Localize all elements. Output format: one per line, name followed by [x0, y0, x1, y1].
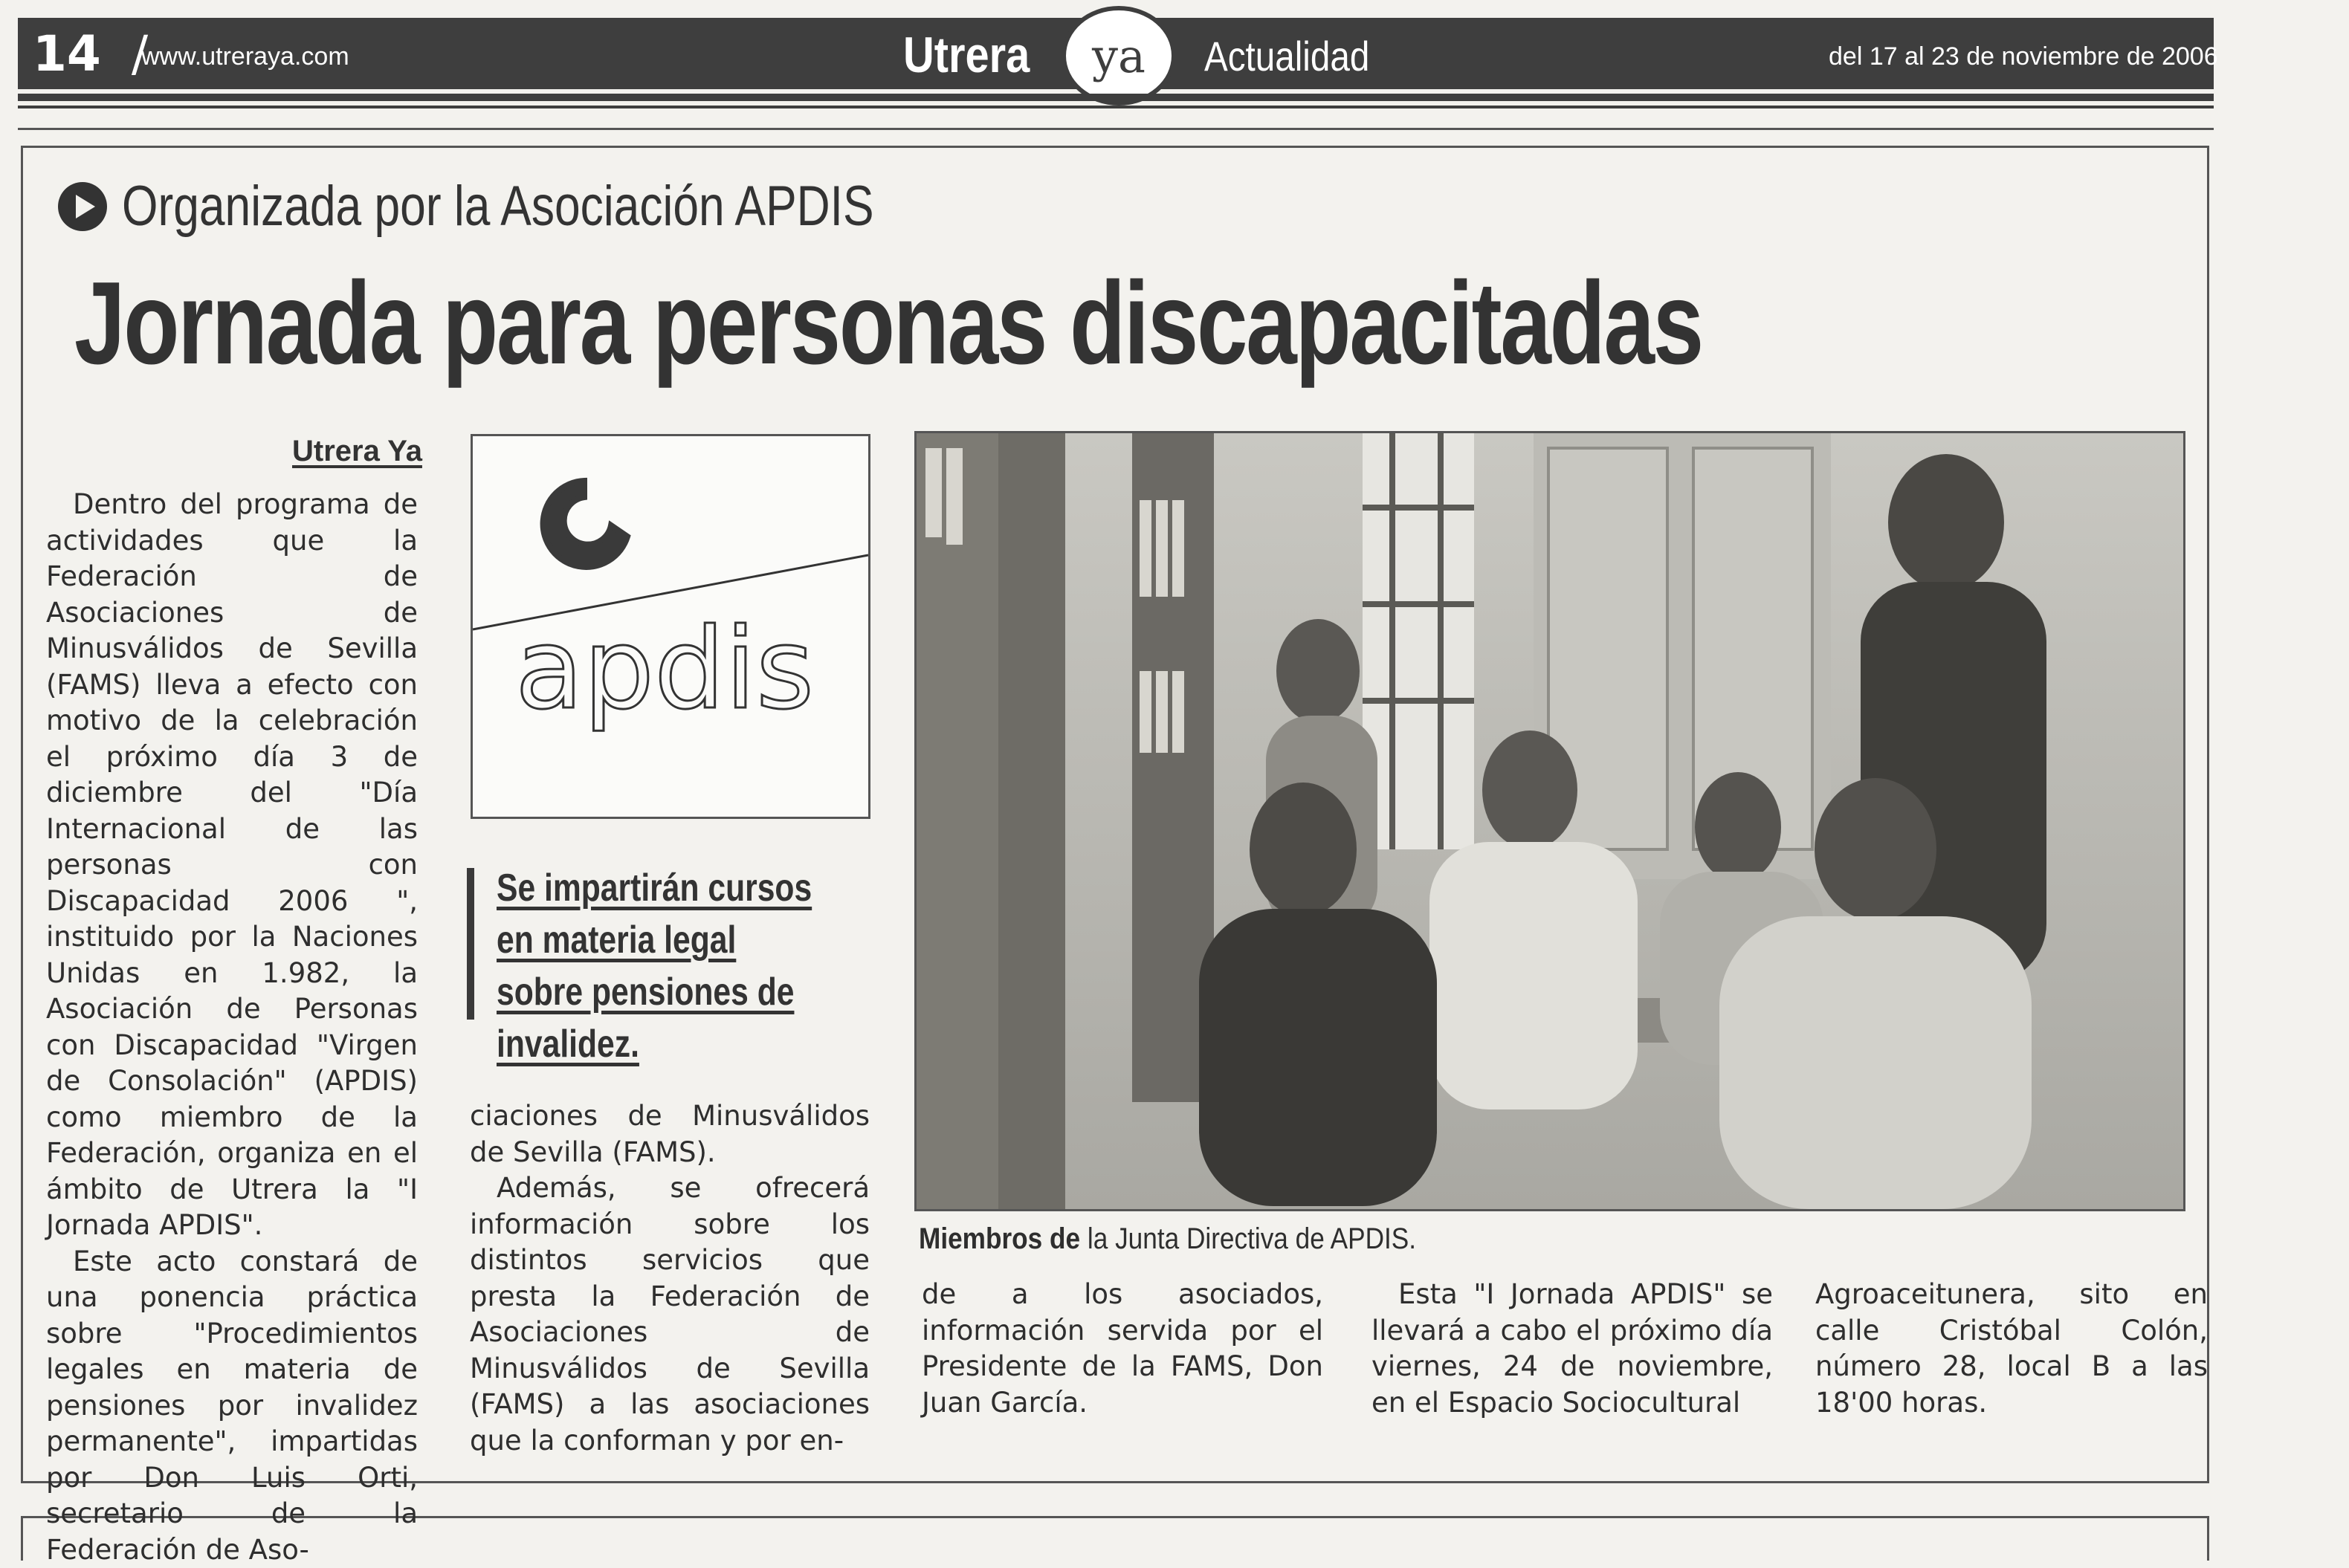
page-number [33, 21, 148, 88]
header-rule-separator [18, 128, 2214, 130]
paragraph: Agroaceitunera, sito en calle Cristóbal Colón, número 28, local B a las 18'00 horas. [1815, 1277, 2208, 1421]
paragraph: Esta "I Jornada APDIS" se llevará a cabo el próximo día viernes, 24 de noviembre, en el Espacio Sociocultural [1371, 1277, 1773, 1421]
paragraph: Dentro del programa de actividades que la Federación de Asociaciones de Minusválidos de Sevilla (FAMS) lleva a efecto con motivo de la celebración el próximo día 3 de diciembre del "Día Internacional de las personas con Discapacidad 2006 ", instituido por la Naciones Unidas en 1.982, la Asociación de Personas con Discapacidad "Virgen de Consolación" (APDIS) como miembro de la Federación, organiza en el ámbito de Utrera la "I Jornada APDIS". [46, 487, 418, 1244]
photo-caption [919, 1220, 1416, 1257]
photo-caption-text: la Junta Directiva de APDIS. [1088, 1222, 1416, 1255]
apdis-logo-box [471, 434, 870, 819]
body-column-1 [46, 487, 418, 1568]
body-column-4 [1371, 1277, 1773, 1421]
paragraph: Este acto constará de una ponencia práctica sobre "Procedimientos legales en materia de pensiones por invalidez permanente", impartidas por Don Luis Orti, secretario de la Federación de Aso- [46, 1244, 418, 1568]
paragraph: ciaciones de Minusválidos de Sevilla (FAMS). [470, 1098, 870, 1170]
body-column-5 [1815, 1277, 2208, 1421]
article-headline: Jornada para personas discapacitadas [74, 256, 1702, 390]
header-rule [18, 94, 2214, 101]
paper-name: Utrera [903, 19, 1030, 91]
apdis-logo-icon [473, 436, 868, 817]
pull-quote-bar [467, 868, 474, 1020]
paper-logo-text: ya [1092, 29, 1146, 83]
article-byline: Utrera Ya [292, 435, 422, 468]
website-link[interactable]: www.utreraya.com [141, 21, 349, 92]
apdis-logo-text: apdis [515, 605, 814, 734]
play-bullet-icon [58, 182, 107, 231]
page-separator: / [132, 25, 148, 82]
group-photo [914, 431, 2185, 1211]
article-kicker: Organizada por la Asociación APDIS [122, 169, 874, 244]
pull-quote: Se impartirán cursos en materia legal sobre pensiones de invalidez. [497, 862, 826, 1070]
header-rule-thin [18, 106, 2214, 108]
body-column-3 [922, 1277, 1323, 1421]
photo-caption-bold: Miembros de [919, 1222, 1080, 1255]
body-column-2 [470, 1098, 870, 1459]
group-photo-image [917, 433, 2183, 1209]
page-number-value: 14 [33, 25, 101, 82]
paragraph: Además, se ofrecerá información sobre los distintos servicios que presta la Federación de Asociaciones de Minusválidos de Sevilla (FAMS) a las asociaciones que la conforman y por en- [470, 1170, 870, 1459]
issue-date: del 17 al 23 de noviembre de 2006 [1829, 21, 2218, 92]
section-name: Actualidad [1204, 21, 1369, 92]
paper-logo [1062, 6, 1176, 106]
paragraph: de a los asociados, información servida por el Presidente de la FAMS, Don Juan García. [922, 1277, 1323, 1421]
